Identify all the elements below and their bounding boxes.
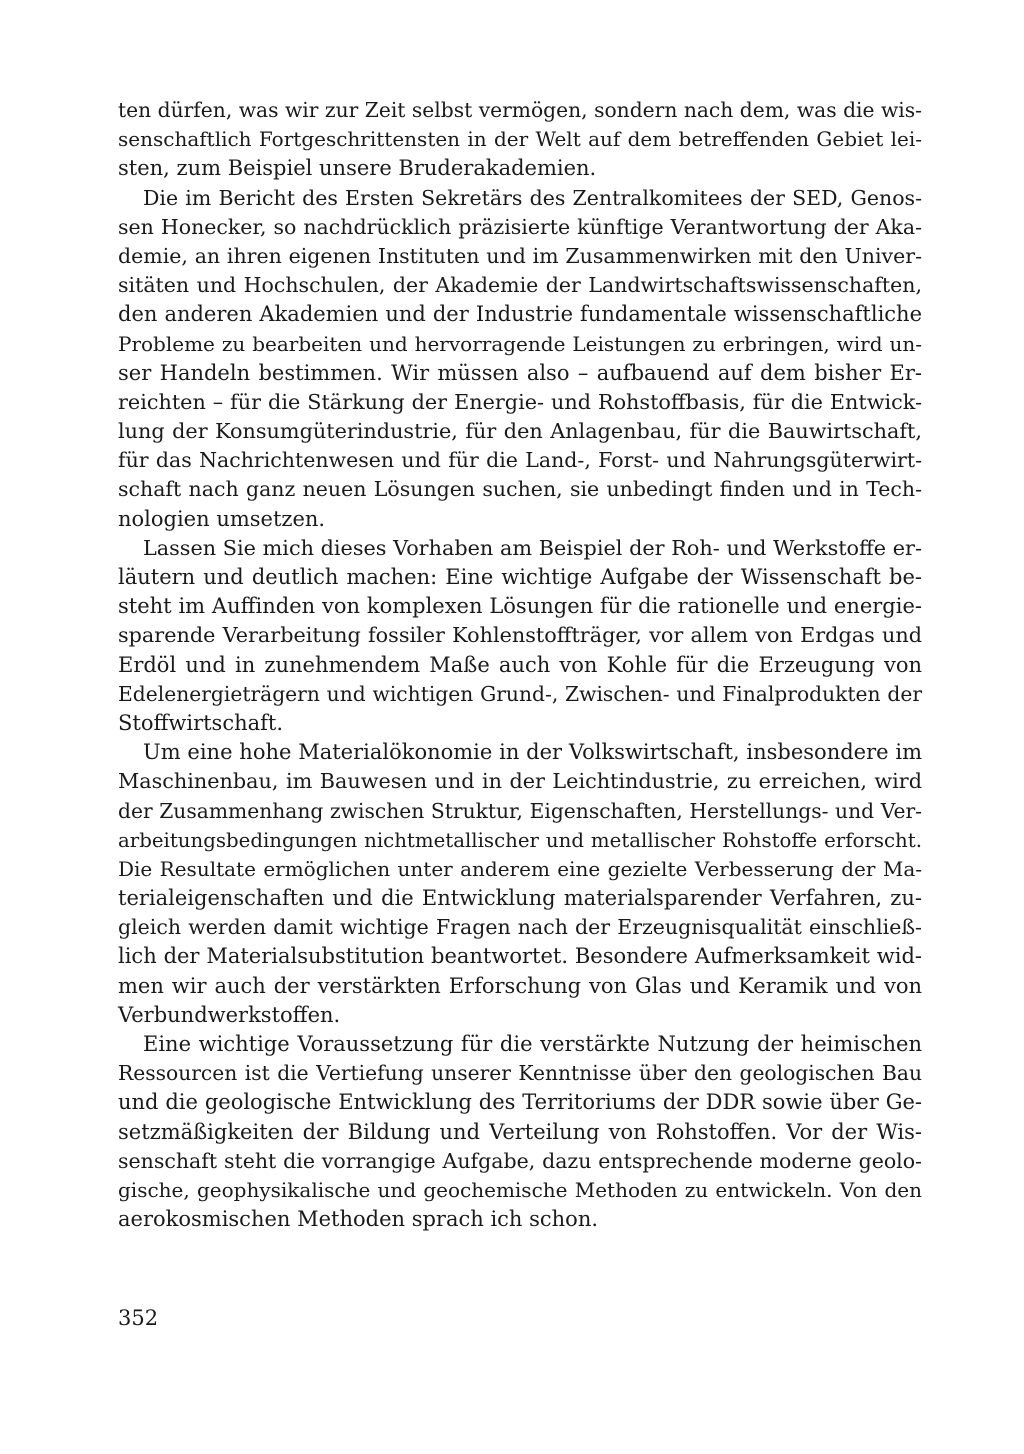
text-line: nologien umsetzen.: [118, 506, 326, 531]
text-line: senschaft steht die vorrangige Aufgabe, dazu entsprechende moderne geolo-: [118, 1148, 922, 1173]
text-line: Eine wichtige Voraussetzung für die verstärkte Nutzung der heimischen: [143, 1032, 922, 1056]
text-line: setzmäßigkeiten der Bildung und Verteilung von Rohstoffen. Vor der Wis-: [118, 1119, 922, 1144]
text-line: Ressourcen ist die Vertiefung unserer Kenntnisse über den geologischen Bau: [118, 1061, 922, 1086]
text-line: sen Honecker, so nachdrücklich präzisierte künftige Verantwortung der Aka-: [118, 214, 922, 239]
text-line: senschaftlich Fortgeschrittensten in der Welt auf dem betreffenden Gebiet lei-: [118, 127, 922, 152]
text-line: men wir auch der verstärkten Erforschung von Glas und Keramik und von: [118, 973, 922, 998]
text-line: Stoffwirtschaft.: [118, 710, 284, 735]
page-number: 352: [118, 1306, 159, 1330]
text-line: Lassen Sie mich dieses Vorhaben am Beispiel der Roh- und Werkstoffe er-: [143, 535, 922, 560]
text-line: lung der Konsumgüterindustrie, für den Anlagenbau, für die Bauwirtschaft,: [118, 419, 922, 444]
text-line: sparende Verarbeitung fossiler Kohlenstoffträger, vor allem von Erdgas und: [118, 623, 922, 648]
text-line: steht im Auffinden von komplexen Lösungen für die rationelle und energie-: [118, 594, 922, 619]
text-line: Edelenergieträgern und wichtigen Grund-, Zwischen- und Finalprodukten der: [118, 681, 922, 706]
text-line: Probleme zu bearbeiten und hervorragende Leistungen zu erbringen, wird un-: [118, 331, 922, 356]
text-line: Die im Bericht des Ersten Sekretärs des Zentralkomitees der SED, Genos-: [143, 185, 922, 210]
text-line: für das Nachrichtenwesen und für die Land-, Forst- und Nahrungsgüterwirt-: [118, 448, 922, 473]
text-line: Um eine hohe Materialökonomie in der Volkswirtschaft, insbesondere im: [143, 740, 922, 765]
text-line: terialeigenschaften und die Entwicklung materialsparender Verfahren, zu-: [118, 886, 922, 911]
page-body: [118, 96, 922, 1234]
text-line: lich der Materialsubstitution beantwortet. Besondere Aufmerksamkeit wid-: [118, 944, 922, 969]
text-line: reichten – für die Stärkung der Energie- und Rohstoffbasis, für die Entwick-: [118, 389, 922, 414]
text-line: Erdöl und in zunehmendem Maße auch von Kohle für die Erzeugung von: [118, 652, 922, 677]
text-line: Verbundwerkstoffen.: [118, 1002, 341, 1027]
text-line: schaft nach ganz neuen Lösungen suchen, sie unbedingt finden und in Tech-: [118, 477, 922, 502]
text-line: gleich werden damit wichtige Fragen nach der Erzeugnisqualität einschließ-: [118, 915, 922, 940]
text-line: den anderen Akademien und der Industrie fundamentale wissenschaftliche: [118, 302, 922, 327]
text-line: gische, geophysikalische und geochemische Methoden zu entwickeln. Von den: [118, 1177, 922, 1202]
text-line: ser Handeln bestimmen. Wir müssen also – aufbauend auf dem bisher Er-: [118, 360, 922, 385]
text-line: aerokosmischen Methoden sprach ich schon.: [118, 1207, 599, 1232]
text-line: läutern und deutlich machen: Eine wichtige Aufgabe der Wissenschaft be-: [118, 565, 922, 589]
text-line: und die geologische Entwicklung des Territoriums der DDR sowie über Ge-: [118, 1090, 922, 1115]
text-line: sitäten und Hochschulen, der Akademie der Landwirtschaftswissenschaften,: [118, 273, 922, 298]
text-line: Maschinenbau, im Bauwesen und in der Leichtindustrie, zu erreichen, wird: [118, 769, 922, 794]
text-line: der Zusammenhang zwischen Struktur, Eigenschaften, Herstellungs- und Ver-: [118, 798, 922, 823]
text-line: Die Resultate ermöglichen unter anderem eine gezielte Verbesserung der Ma-: [118, 856, 922, 881]
text-line: sten, zum Beispiel unsere Bruderakademien.: [118, 156, 597, 181]
text-line: ten dürfen, was wir zur Zeit selbst vermögen, sondern nach dem, was die wis-: [118, 98, 922, 122]
text-line: demie, an ihren eigenen Instituten und im Zusammenwirken mit den Univer-: [118, 243, 922, 268]
text-line: arbeitungsbedingungen nichtmetallischer und metallischer Rohstoffe erforscht.: [118, 828, 922, 852]
